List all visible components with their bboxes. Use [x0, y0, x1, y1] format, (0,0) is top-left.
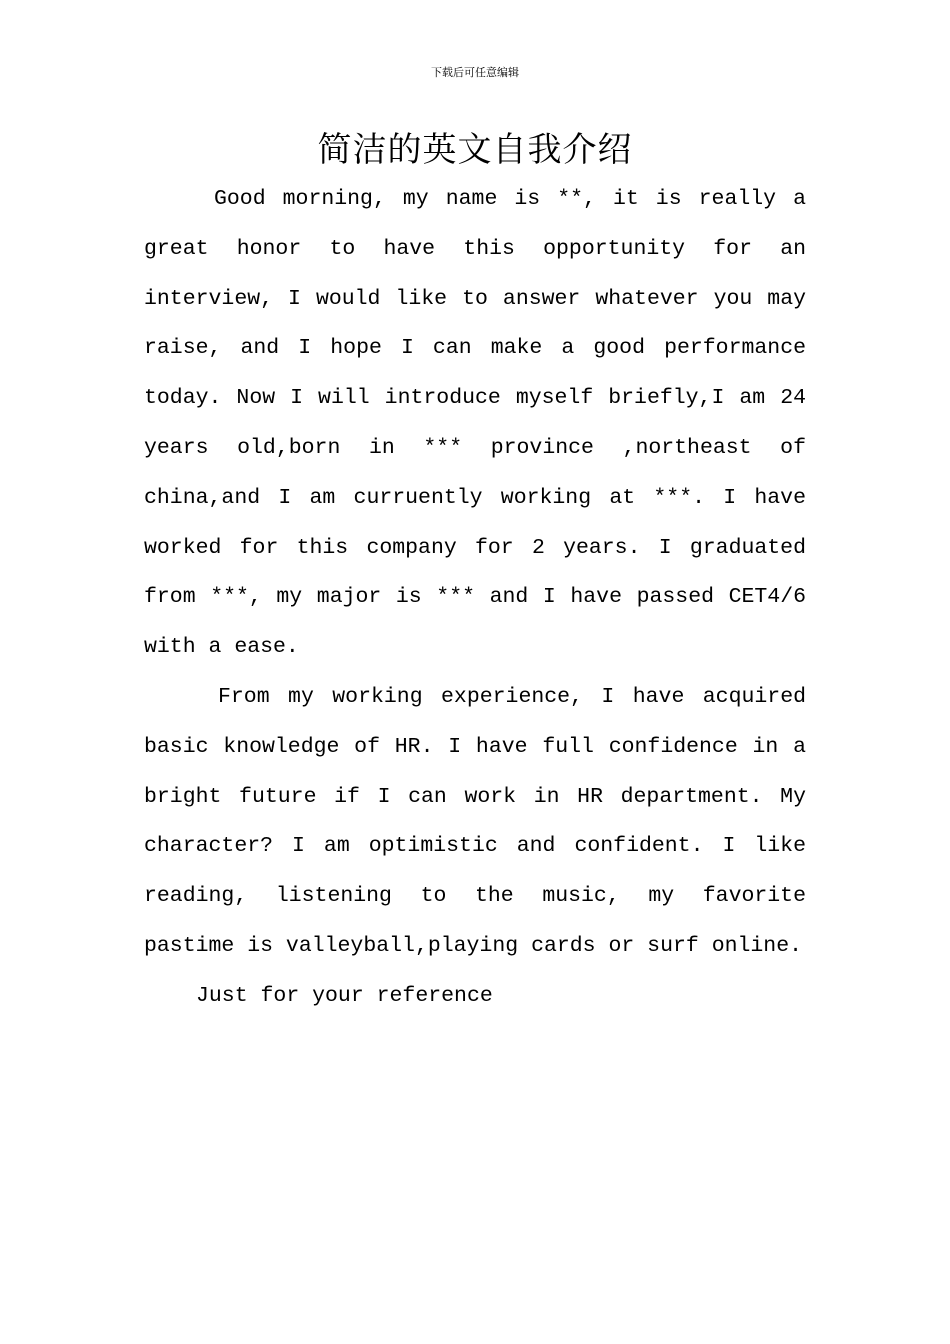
- page-title: 简洁的英文自我介绍: [317, 130, 633, 170]
- paragraph-closing: Just for your reference: [196, 983, 493, 1008]
- paragraph-introduction: Good morning, my name is **, it is really a great honor to have this opportunity for an interview, I would like to answer whatever you may raise, and I hope I can make a good performance today. Now I will introduce myself briefly,I am 24 years old,born in *** province ,northeast of china,and I am curruently working at ***. I have worked for this company for 2 years. I graduated from ***, my major is *** and I have passed CET4/6 with a ease.: [144, 187, 806, 660]
- document-body: [144, 175, 806, 1022]
- header-note: 下载后可任意编辑: [431, 66, 519, 79]
- paragraph-experience: From my working experience, I have acquired basic knowledge of HR. I have full confidence in a bright future if I can work in HR department. My character? I am optimistic and confident. I like reading, listening to the music, my favorite pastime is valleyball,playing cards or surf online.: [144, 684, 806, 958]
